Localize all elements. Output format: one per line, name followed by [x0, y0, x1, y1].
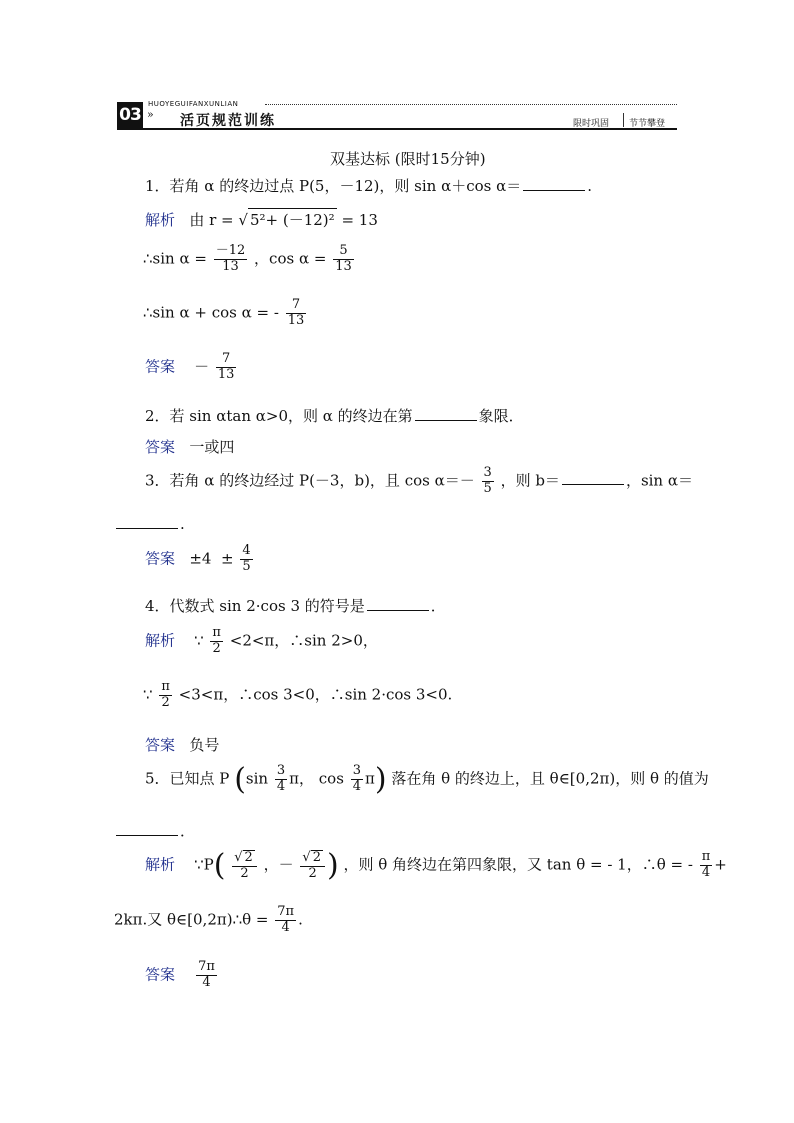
- q3-daan-label: 答案: [145, 549, 176, 568]
- header-right-label-2: 节节攀登: [629, 119, 666, 129]
- q4-answer-blank: [367, 609, 429, 611]
- header-right-label-1: 限时巩固: [573, 119, 610, 129]
- q5-solution-line1: 解析 ∵P( $\frac{√ 2}{2}$ ，－ $\frac{√ 2}{2}$ ) ，则 θ 角终边在第四象限，又 tan θ = - 1，∴θ = - $\frac{\pi}{4}$ +: [145, 848, 727, 883]
- q5-daan-label: 答案: [145, 965, 176, 984]
- q3-answer-blank-1: [562, 483, 624, 485]
- q1-daan-label: 答案: [145, 357, 176, 376]
- q3-answer: 答案 ±4 ± $\frac{4}{5}$: [145, 543, 251, 574]
- header-pinyin: HUOYEGUIFANXUNLIAN: [148, 100, 239, 108]
- q5-jiexi-label: 解析: [145, 855, 176, 874]
- header-title: 活页规范训练: [180, 113, 276, 129]
- q1-solution-line3: ∴sin α + cos α = - $\frac{7}{13}$: [143, 297, 305, 328]
- q4-stem: 4．代数式 sin 2·cos 3 的符号是 ．: [145, 597, 446, 615]
- q4-solution-line1: 解析 ∵ $\frac{\pi}{2}$ <2<π，∴sin 2>0，: [145, 625, 378, 656]
- q1-answer-blank: [523, 189, 585, 191]
- q3-answer-blank-2: [116, 527, 178, 529]
- header-dotted-rule: [265, 104, 677, 105]
- q3-stem-line2: .: [114, 515, 185, 533]
- section-title: 双基达标 (限时15分钟): [330, 150, 486, 168]
- q5-solution-line2: 2kπ.又 θ∈[0,2π)∴θ = $\frac{7\pi}{4}$ .: [114, 904, 303, 935]
- q3-stem: 3．若角 α 的终边经过 P(－3，b)，且 cos α＝－ $\frac{3}{5}$ ，则 b＝ ，sin α＝: [145, 465, 693, 496]
- chapter-number-badge: 03: [117, 102, 143, 128]
- header-rule: [117, 128, 677, 130]
- q2-answer: 答案 一或四: [145, 438, 235, 456]
- header-divider: [623, 113, 624, 127]
- q1-jiexi-label: 解析: [145, 211, 176, 229]
- header-arrow: »: [147, 108, 154, 121]
- q2-answer-blank: [415, 419, 477, 421]
- q4-jiexi-label: 解析: [145, 631, 176, 650]
- q5-answer-blank: [116, 834, 178, 836]
- q4-daan-label: 答案: [145, 736, 176, 754]
- q2-daan-label: 答案: [145, 438, 176, 456]
- q4-solution-line2: ∵ $\frac{\pi}{2}$ <3<π，∴cos 3<0，∴sin 2·cos 3<0.: [143, 679, 453, 710]
- q1-answer: 答案 － $\frac{7}{13}$: [145, 351, 235, 382]
- q1-solution-line1: 解析 由 r = √ 5²+ (－12)² = 13: [145, 208, 378, 230]
- q2-stem: 2．若 sin αtan α>0，则 α 的终边在第 象限．: [145, 407, 524, 425]
- q5-stem: 5．已知点 P (sin $\frac{3}{4}$ π， cos $\frac{3}{4}$ π) 落在角 θ 的终边上，且 θ∈[0,2π)，则 θ 的值为: [145, 762, 709, 797]
- q4-answer: 答案 负号: [145, 736, 220, 754]
- q1-stem: 1．若角 α 的终边过点 P(5，－12)，则 sin α＋cos α＝ .: [145, 177, 593, 195]
- q5-stem-line2: ．: [114, 820, 195, 841]
- q5-answer: 答案 $\frac{7\pi}{4}$: [145, 959, 215, 990]
- q1-solution-line2: ∴sin α = $\frac{-12}{13}$ ，cos α = $\frac{5}{13}$: [143, 243, 352, 274]
